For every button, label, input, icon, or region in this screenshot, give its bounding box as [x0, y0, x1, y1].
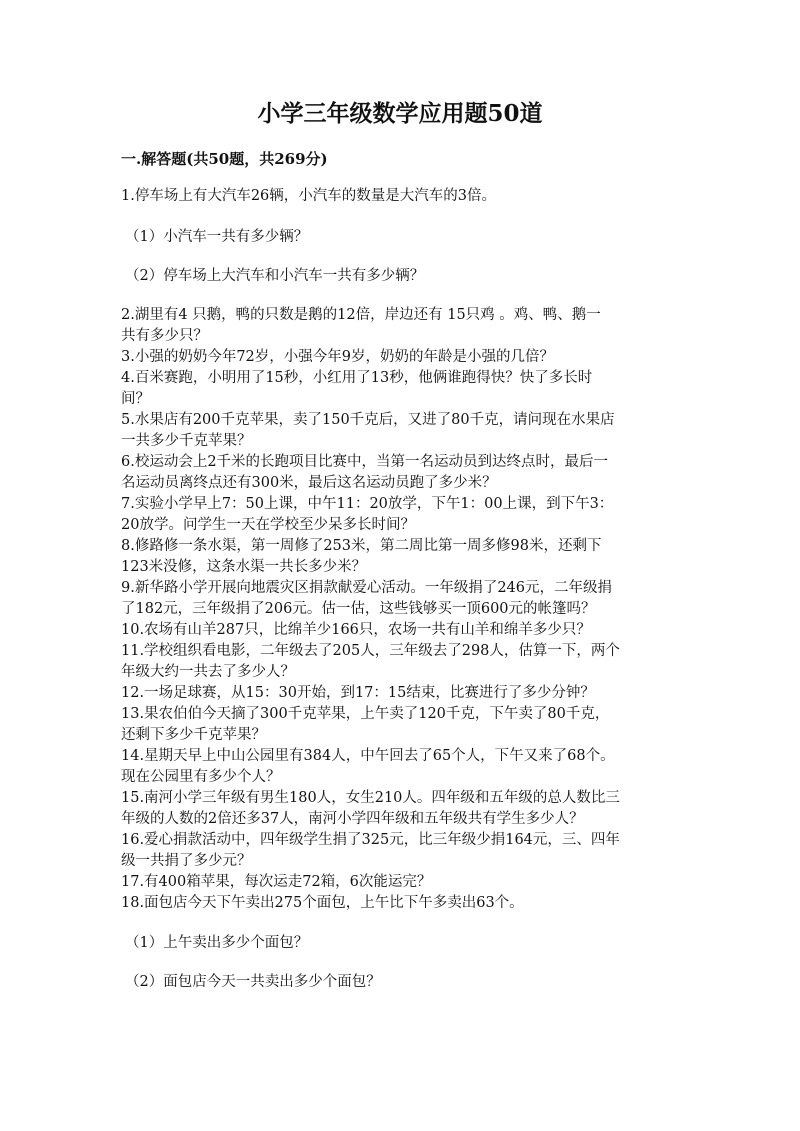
- problem-10-line: 10.农场有山羊287只，比绵羊少166只，农场一共有山羊和绵羊多少只？: [121, 622, 591, 638]
- problem-12-line: 12.一场足球赛，从15：30开始，到17：15结束，比赛进行了多少分钟？: [121, 685, 595, 701]
- problem-2-line: 2.湖里有4 只鹅，鸭的只数是鹅的12倍，岸边还有 15只鸡 。鸡、鸭、鹅一: [121, 307, 601, 323]
- problem-16-line: 级一共捐了多少元？: [121, 853, 252, 869]
- problem-1-line: 1.停车场上有大汽车26辆，小汽车的数量是大汽车的3倍。: [121, 188, 497, 204]
- page-title: 小学三年级数学应用题50道: [257, 100, 543, 127]
- problem-13-line: 13.果农伯伯今天摘了300千克苹果，上午卖了120千克，下午卖了80千克，: [121, 706, 610, 722]
- problem-5-line: 5.水果店有200千克苹果，卖了150千克后，又进了80千克，请问现在水果店: [121, 412, 615, 428]
- problem-1-part-2: （2）停车场上大汽车和小汽车一共有多少辆？: [125, 268, 425, 284]
- problem-15-line: 年级的人数的2倍还多37人，南河小学四年级和五年级共有学生多少人？: [121, 811, 584, 827]
- problem-18-line: 18.面包店今天下午卖出275个面包，上午比下午多卖出63个。: [121, 895, 524, 911]
- problem-11-line: 11.学校组织看电影，二年级去了205人，三年级去了298人，估算一下，两个: [121, 643, 620, 659]
- section-heading: 一.解答题(共50题，共269分): [121, 150, 328, 168]
- problem-17-line: 17.有400箱苹果，每次运走72箱，6次能运完？: [121, 874, 432, 890]
- problem-18-part-1: （1）上午卖出多少个面包？: [125, 935, 309, 951]
- problem-3-line: 3.小强的奶奶今年72岁，小强今年9岁，奶奶的年龄是小强的几倍？: [121, 349, 555, 365]
- problem-9-line: 9.新华路小学开展向地震灾区捐款献爱心活动。一年级捐了246元，二年级捐: [121, 580, 613, 596]
- problem-8-line: 123米没修，这条水渠一共长多少米？: [121, 559, 367, 575]
- problem-7-line: 7.实验小学早上7：50上课，中午11：20放学，下午1：00上课，到下午3：: [121, 496, 614, 512]
- problem-4-line: 间？: [121, 391, 150, 407]
- problem-15-line: 15.南河小学三年级有男生180人，女生210人。四年级和五年级的总人数比三: [121, 790, 620, 806]
- problem-8-line: 8.修路修一条水渠，第一周修了253米，第二周比第一周多修98米，还剩下: [121, 538, 602, 554]
- problem-16-line: 16.爱心捐款活动中，四年级学生捐了325元，比三年级少捐164元，三、四年: [121, 832, 620, 848]
- problem-9-line: 了182元，三年级捐了206元。估一估，这些钱够买一顶600元的帐篷吗？: [121, 601, 596, 617]
- problem-6-line: 6.校运动会上2千米的长跑项目比赛中，当第一名运动员到达终点时，最后一: [121, 454, 609, 470]
- problem-13-line: 还剩下多少千克苹果？: [121, 727, 266, 743]
- problem-4-line: 4.百米赛跑，小明用了15秒，小红用了13秒，他俩谁跑得快？快了多长时: [121, 370, 593, 386]
- problem-14-line: 现在公园里有多少个人？: [121, 769, 281, 785]
- problem-6-line: 名运动员离终点还有300米，最后这名运动员跑了多少米？: [121, 475, 497, 491]
- problem-11-line: 年级大约一共去了多少人？: [121, 664, 295, 680]
- problem-18-part-2: （2）面包店今天一共卖出多少个面包？: [125, 974, 381, 990]
- problem-5-line: 一共多少千克苹果？: [121, 433, 252, 449]
- problem-7-line: 20放学。问学生一天在学校至少呆多长时间？: [121, 517, 415, 533]
- problem-2-line: 共有多少只？: [121, 328, 208, 344]
- problem-14-line: 14.星期天早上中山公园里有384人，中午回去了65个人，下午又来了68个。: [121, 748, 615, 764]
- problem-1-part-1: （1）小汽车一共有多少辆？: [125, 229, 309, 245]
